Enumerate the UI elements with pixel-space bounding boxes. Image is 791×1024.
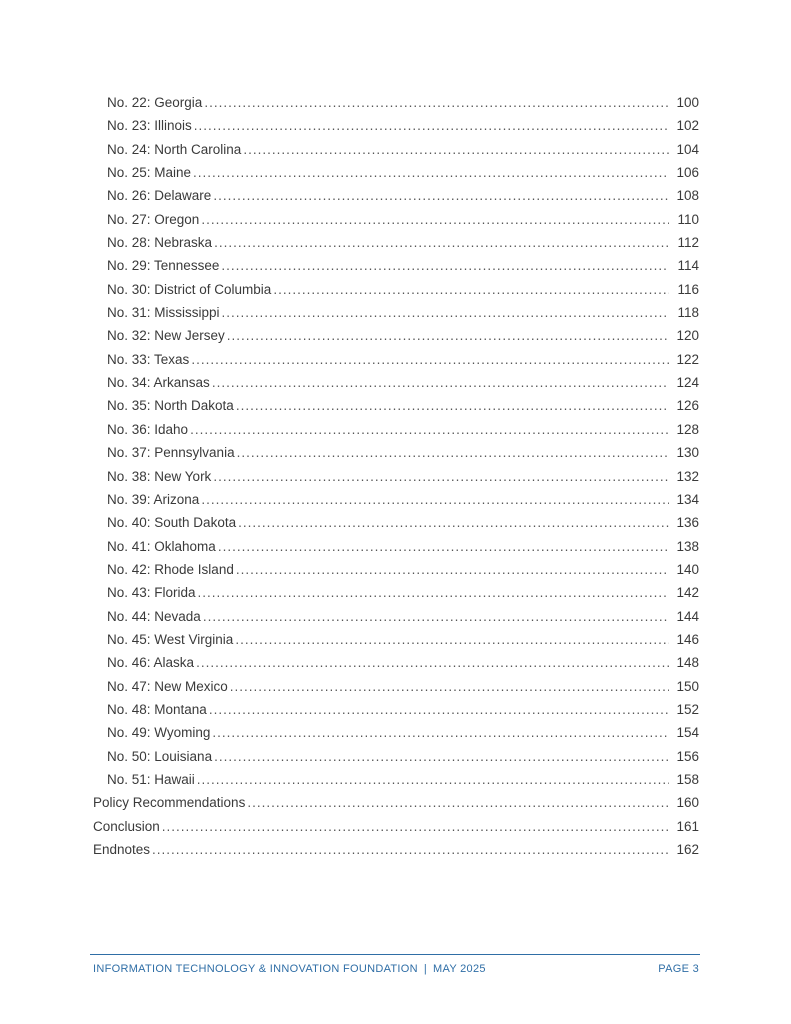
toc-entry-page: 122 [676,351,699,367]
toc-entry-page: 116 [677,281,699,297]
toc-entry[interactable] [93,488,699,511]
toc-entry-page: 132 [676,468,699,484]
toc-entry-page: 138 [676,538,699,554]
toc-entry[interactable] [93,441,699,464]
toc-entry-page: 142 [676,585,699,601]
toc-entry-label: No. 24: North Carolina [107,141,242,157]
toc-entry-label: Conclusion [93,818,160,834]
toc-dot-leader [152,838,669,861]
toc-dot-leader [197,768,669,791]
toc-dot-leader [201,488,669,511]
toc-entry[interactable] [93,371,699,394]
toc-entry[interactable] [93,208,699,231]
toc-entry-page: 136 [676,515,699,531]
toc-entry[interactable] [93,558,699,581]
toc-entry-page: 124 [676,375,699,391]
toc-dot-leader [198,581,669,604]
toc-entry[interactable] [93,278,699,301]
toc-entry-page: 102 [676,118,699,134]
toc-dot-leader [214,745,669,768]
toc-entry-page: 114 [677,258,699,274]
toc-entry-label: No. 25: Maine [107,165,192,181]
toc-dot-leader [236,558,669,581]
toc-dot-leader [201,208,669,231]
toc-dot-leader [273,278,669,301]
toc-dot-leader [196,651,669,674]
toc-dot-leader [235,628,669,651]
toc-entry-page: 162 [676,842,699,857]
toc-entry[interactable] [93,161,699,184]
toc-entry-page: 120 [676,328,699,344]
toc-dot-leader [212,721,669,744]
toc-dot-leader [222,301,669,324]
toc-entry-page: 158 [676,771,699,787]
toc-entry[interactable] [93,254,699,277]
toc-entry-label: No. 37: Pennsylvania [107,445,235,461]
toc-entry-label: No. 51: Hawaii [107,771,195,787]
toc-entry-label: No. 47: New Mexico [107,678,228,694]
toc-dot-leader [247,791,669,814]
toc-dot-leader [191,348,669,371]
toc-entry[interactable] [93,838,699,861]
toc-entry[interactable] [93,394,699,417]
toc-entry-page: 126 [676,398,699,414]
toc-dot-leader [237,441,669,464]
footer-separator: | [423,963,428,975]
toc-dot-leader [221,254,669,277]
toc-dot-leader [214,231,669,254]
toc-entry[interactable] [93,768,699,791]
toc-entry[interactable] [93,675,699,698]
toc-dot-leader [203,605,669,628]
toc-dot-leader [193,161,669,184]
footer-date: MAY 2025 [433,963,486,975]
toc-entry[interactable] [93,581,699,604]
toc-entry-label: No. 31: Mississippi [107,305,220,321]
toc-entry-label: No. 39: Arizona [107,491,200,507]
toc-entry-page: 130 [676,445,699,461]
toc-entry-page: 118 [677,305,699,321]
toc-entry-page: 160 [676,795,699,811]
toc-entry-label: No. 45: West Virginia [107,631,234,647]
toc-dot-leader [204,91,669,114]
toc-dot-leader [238,511,669,534]
toc-entry-page: 156 [676,748,699,764]
toc-entry-page: 106 [676,165,699,181]
toc-entry-label: No. 30: District of Columbia [107,281,272,297]
toc-entry-label: No. 38: New York [107,468,212,484]
toc-entry-page: 144 [676,608,699,624]
footer-divider [90,954,700,955]
toc-entry-label: No. 46: Alaska [107,655,195,671]
toc-entry-page: 100 [676,95,699,110]
toc-entry[interactable] [93,535,699,558]
toc-dot-leader [212,371,669,394]
toc-dot-leader [162,815,669,838]
toc-entry-label: Endnotes [93,842,151,857]
toc-entry-label: No. 48: Montana [107,701,207,717]
toc-entry-label: No. 41: Oklahoma [107,538,216,554]
toc-dot-leader [194,114,669,137]
toc-entry-label: No. 22: Georgia [107,95,203,110]
toc-entry-label: No. 36: Idaho [107,421,189,437]
toc-entry-page: 128 [676,421,699,437]
toc-entry-label: No. 43: Florida [107,585,196,601]
toc-dot-leader [190,418,669,441]
toc-entry-label: Policy Recommendations [93,795,246,811]
toc-entry[interactable] [93,418,699,441]
toc-dot-leader [230,675,669,698]
toc-entry-page: 140 [676,561,699,577]
toc-entry[interactable] [93,348,699,371]
toc-entry[interactable] [93,184,699,207]
toc-entry[interactable] [93,651,699,674]
toc-entry[interactable] [93,138,699,161]
toc-entry-label: No. 42: Rhode Island [107,561,234,577]
table-of-contents [93,91,699,861]
footer-left [93,963,486,975]
toc-entry-page: 112 [677,235,699,251]
toc-entry-page: 134 [676,491,699,507]
toc-entry-page: 110 [677,211,699,227]
toc-entry-page: 150 [676,678,699,694]
toc-entry-label: No. 29: Tennessee [107,258,220,274]
toc-entry[interactable] [93,511,699,534]
toc-dot-leader [213,465,669,488]
toc-entry-label: No. 40: South Dakota [107,515,237,531]
page-footer [93,963,699,975]
toc-entry[interactable] [93,745,699,768]
toc-entry[interactable] [93,324,699,347]
toc-entry[interactable] [93,791,699,814]
toc-entry-page: 108 [676,188,699,204]
toc-entry-label: No. 23: Illinois [107,118,192,134]
toc-dot-leader [243,138,669,161]
toc-entry-label: No. 33: Texas [107,351,190,367]
toc-entry-label: No. 35: North Dakota [107,398,234,414]
toc-entry[interactable] [93,91,699,114]
toc-dot-leader [227,324,669,347]
toc-dot-leader [236,394,669,417]
toc-entry-page: 146 [676,631,699,647]
footer-organization: INFORMATION TECHNOLOGY & INNOVATION FOUNDATION [93,963,418,975]
toc-entry-label: No. 26: Delaware [107,188,212,204]
toc-entry-page: 148 [676,655,699,671]
toc-entry[interactable] [93,465,699,488]
toc-entry[interactable] [93,628,699,651]
toc-entry-label: No. 32: New Jersey [107,328,225,344]
toc-entry[interactable] [93,231,699,254]
toc-entry-label: No. 34: Arkansas [107,375,210,391]
toc-entry[interactable] [93,301,699,324]
toc-dot-leader [209,698,669,721]
toc-entry[interactable] [93,815,699,838]
toc-entry[interactable] [93,698,699,721]
toc-entry-label: No. 44: Nevada [107,608,201,624]
toc-entry-label: No. 27: Oregon [107,211,200,227]
toc-dot-leader [218,535,669,558]
footer-page-number: PAGE 3 [658,963,699,975]
toc-entry[interactable] [93,114,699,137]
toc-entry-label: No. 28: Nebraska [107,235,213,251]
toc-entry[interactable] [93,721,699,744]
toc-dot-leader [213,184,669,207]
toc-entry-page: 161 [676,818,699,834]
toc-entry-label: No. 50: Louisiana [107,748,213,764]
toc-entry-page: 104 [676,141,699,157]
toc-entry-label: No. 49: Wyoming [107,725,211,741]
toc-entry-page: 154 [676,725,699,741]
toc-entry-page: 152 [676,701,699,717]
toc-entry[interactable] [93,605,699,628]
